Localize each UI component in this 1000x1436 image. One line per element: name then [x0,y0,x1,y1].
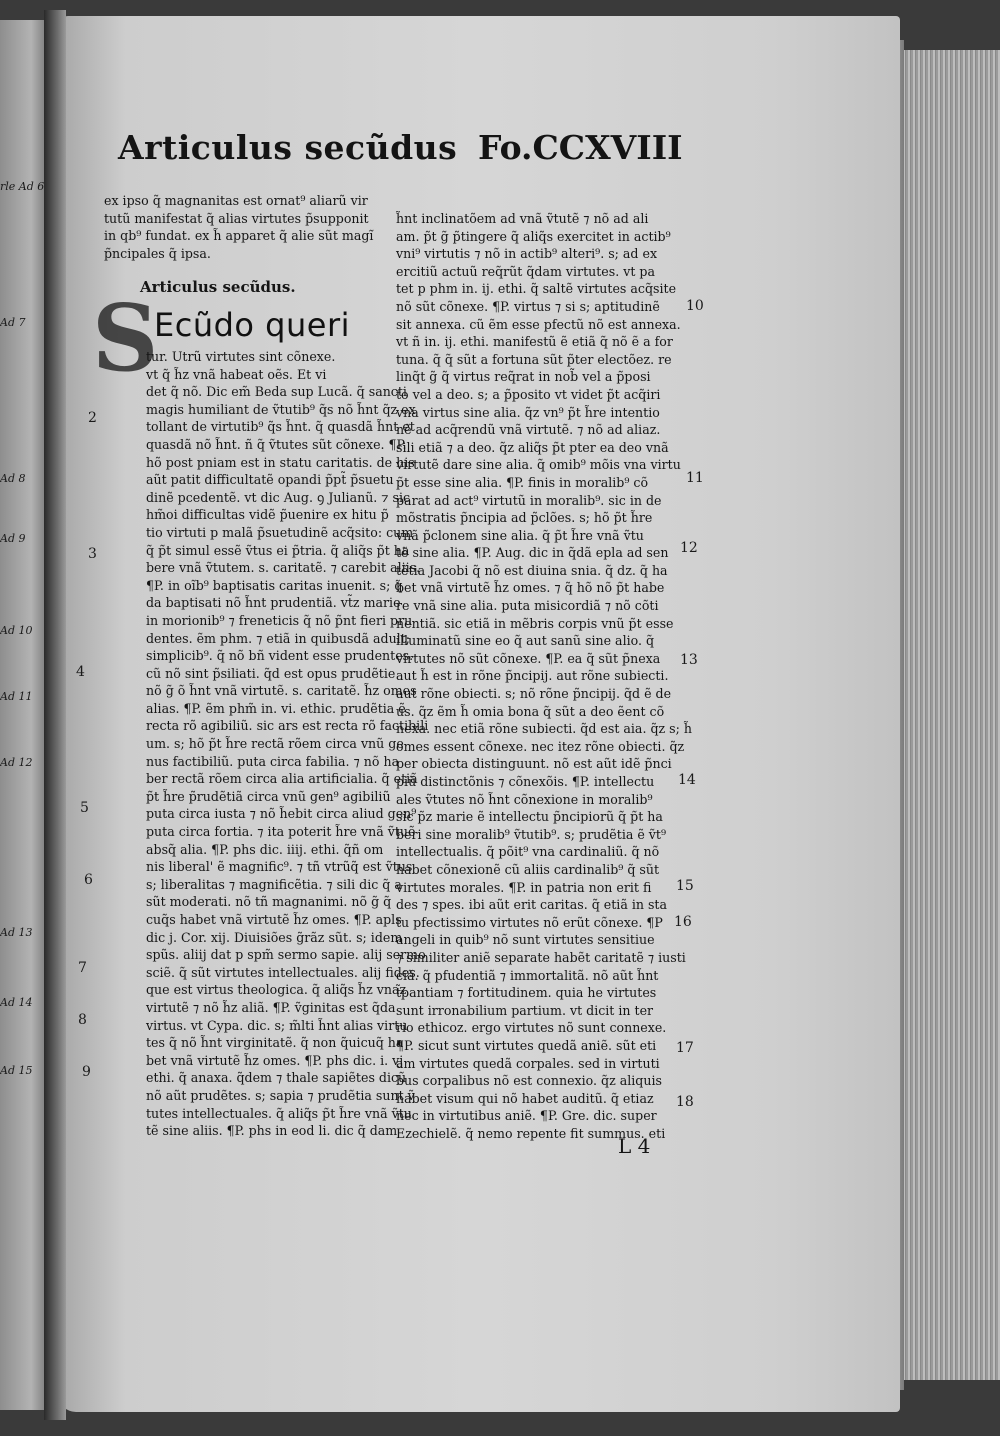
text-line: puta circa fortia. ⁊ ita poterit h̃re vnã ṽtuẽ [146,824,416,840]
text-line: sciẽ. q̃ sũt virtutes intellectuales. alij fides. [146,964,420,980]
text-line: omes essent cõnexe. nec itez rõne obiecti. q̃z [396,738,685,754]
text-line: sic p̃z marie ẽ intellectu p̃ncipiorũ q̃ p̃t ha [396,809,663,825]
text-line: nõ g̃ õ h̃nt vnã virtutẽ. s. caritatẽ. h̃z omes [146,683,417,699]
text-line: virtutẽ ⁊ nõ h̃z aliã. ¶P. ṽginitas est q̃da [146,999,396,1015]
text-line: tutũ manifestat q̃ alias virtutes p̃supponit [104,210,369,226]
margin-number: 14 [678,772,696,788]
text-line: sũt moderati. nõ tñ magnanimi. nõ g̃ q̃ [146,894,392,910]
text-line: in morionib⁹ ⁊ freneticis q̃ nõ p̃nt fieri pru [146,612,413,628]
text-line: us. q̃z ẽm h̃ omia bona q̃ sũt a deo ẽent cõ [396,703,665,719]
left-column-body [146,348,429,1140]
text-line: per obiecta distinguunt. nõ est aũt idẽ p̃nci [396,756,672,772]
text-line: simplicib⁹. q̃ nõ bñ vident esse prudentes. [146,648,414,664]
text-line: in qb⁹ fundat. ex h̃ apparet q̃ alie sũt magĩ [104,228,374,244]
text-line: p̃t esse sine alia. ¶P. finis in moralib⁹ cõ [396,474,649,490]
text-line: puta circa iusta ⁊ nõ h̃ebit circa aliud gen⁹ [146,806,417,822]
page-edges [896,50,1000,1380]
signature-mark: L 4 [618,1134,651,1158]
decorated-initial: S [92,284,159,392]
text-line: spũs. aliij dat p spm̃ sermo sapie. alij sermo [146,947,426,963]
margin-number: 18 [676,1094,694,1110]
text-line: cũ nõ sint p̃siliati. q̃d est opus prudẽtie [146,665,396,681]
text-line: dentes. ẽm phm. ⁊ etiã in quibusdã adult; [146,630,411,646]
text-line: q̃ p̃t simul essẽ ṽtus ei p̃tria. q̃ aliq̃s p̃t ha [146,542,410,558]
text-line: parat ad act⁹ virtutũ in moralib⁹. sic in de [396,492,662,508]
text-line: tẽ sine alia. ¶P. Aug. dic in q̃dã epla ad sen [396,545,669,561]
gutter [44,10,66,1420]
text-line: ¶P. sicut sunt virtutes quedã aniẽ. sũt eti [396,1037,657,1053]
text-line: nõ sũt cõnexe. ¶P. virtus ⁊ si s; aptitudinẽ [396,298,660,314]
text-line: am. p̃t g̃ p̃tingere q̃ aliq̃s exercitet in actib⁹ [396,228,671,244]
text-line: nec in virtutibus aniẽ. ¶P. Gre. dic. super [396,1108,657,1124]
text-line: ¶P. in oĩb⁹ baptisatis caritas inuenit. s; q̃ [146,577,403,593]
text-line: s; liberalitas ⁊ magnificẽtia. ⁊ sili dic q̃ a [146,876,402,892]
text-line: ciã. q̃ pfudentiã ⁊ immortalitã. nõ aũt h̃nt [396,967,659,983]
margin-number: 5 [80,800,89,816]
text-line: aut h̃ est in rõne p̃ncipij. aut rõne subiecti. [396,668,669,684]
facing-note: rle Ad 6 [0,180,45,193]
text-line: ⁊ similiter aniẽ separate habẽt caritatẽ ⁊ iusti [396,949,686,965]
text-line: virtus. vt Cypa. dic. s; m̃lti h̃nt alias virtu [146,1017,408,1033]
text-line: tes q̃ nõ h̃nt virginitatẽ. q̃ non q̃uicuq̃ ha [146,1035,404,1051]
text-line: re vnã sine alia. puta misicordiã ⁊ nõ cõti [396,598,659,614]
margin-number: 7 [78,960,87,976]
text-line: to vel a deo. s; a p̃posito vt videt p̃t acq̃iri [396,386,661,402]
text-line: recta rõ agibiliũ. sic ars est recta rõ factibili [146,718,429,734]
text-line: tẽtia Jacobi q̃ nõ est diuina snia. q̃ dz. q̃ ha [396,562,668,578]
margin-number: 3 [88,546,97,562]
running-head: Articulus secũdus [118,128,458,167]
article-heading: Articulus secũdus. [140,278,296,296]
text-line: quasdã nõ h̃nt. ñ q̃ ṽtutes sũt cõnexe. ¶P. [146,436,407,452]
text-line: hm̃oi difficultas vidẽ p̃uenire ex hitu p̃ [146,507,389,523]
text-line: ethi. q̃ anaxa. q̃dem ⁊ thale sapiẽtes dicũ [146,1070,407,1086]
text-line: nis liberal' ẽ magnific⁹. ⁊ tñ vtrũq̃ est ṽtus [146,859,413,875]
text-line: piũ distinctõnis ⁊ cõnexõis. ¶P. intellectu [396,774,655,789]
text-line: que est virtus theologica. q̃ aliq̃s h̃z vnaz [146,982,407,998]
text-line: vt q̃ h̃z vnã habeat oẽs. Et vi [146,366,327,382]
text-line: nõ aũt prudẽtes. s; sapia ⁊ prudẽtia sunt ṽ [146,1087,415,1103]
text-line: aut rõne obiecti. s; nõ rõne p̃ncipij. q̃d ẽ de [396,686,672,702]
text-line: angeli in quib⁹ nõ sunt virtutes sensitiue [396,932,655,948]
facing-note: Ad 9 [0,532,26,545]
text-line: h̃nt inclinatõem ad vnã ṽtutẽ ⁊ nõ ad ali [396,211,649,226]
text-line: beri sine moralib⁹ ṽtutib⁹. s; prudẽtia ẽ ṽt⁹ [396,826,667,842]
text-line: magis humiliant de ṽtutib⁹ q̃s nõ h̃nt q̃z ex [146,401,416,417]
facing-note: Ad 13 [0,926,33,939]
margin-number: 16 [674,914,692,930]
margin-number: 8 [78,1012,87,1028]
text-line: virtutes nõ sũt cõnexe. ¶P. ea q̃ sũt p̃nexa [396,650,661,666]
text-line: aũt patit difficultatẽ opandi p̃pt̃ p̃suetu [146,472,394,488]
text-line: p̃t h̃re p̃rudẽtiã circa vnũ gen⁹ agibiliũ [146,788,391,804]
text-line: sili etiã ⁊ a deo. q̃z aliq̃s p̃t pter ea deo vnã [396,439,669,455]
text-line: nexa. nec etiã rõne subiecti. q̃d est aia. q̃z s; h̃ [396,721,692,737]
facing-note: Ad 14 [0,996,33,1009]
text-line: habet visum qui nõ habet auditũ. q̃ etiaz [396,1090,654,1106]
margin-number: 9 [82,1064,91,1080]
text-line: tu pfectissimo virtutes nõ erũt cõnexe. ¶P [396,914,663,930]
text-line: ales ṽtutes nõ h̃nt cõnexione in moralib⁹ [396,791,653,807]
text-line: bet vnã virtutẽ h̃z omes. ¶P. phs dic. i. vj [146,1052,404,1068]
text-line: tẽ sine aliis. ¶P. phs in eod li. dic q̃ dam [146,1123,398,1139]
margin-number: 4 [76,664,85,680]
text-line: tollant de virtutib⁹ q̃s h̃nt. q̃ quasdã h̃nt et [146,419,415,435]
text-line: nus factibiliũ. puta circa fabilia. ⁊ nõ ha [146,753,400,769]
margin-number: 17 [676,1040,694,1056]
text-line: tutes intellectuales. q̃ aliq̃s p̃t h̃re vnã ṽtu [146,1105,412,1121]
text-line: hõ post pniam est in statu caritatis. de his [146,454,415,470]
text-line: bus corpalibus nõ est connexio. q̃z aliquis [396,1073,662,1089]
text-line: da baptisati nõ h̃nt prudentiã. vt̃z marie [146,595,401,611]
text-line: illuminatũ sine eo q̃ aut sanũ sine alio. q̃ [396,633,655,649]
text-line: alias. ¶P. ẽm phm̃ in. vi. ethic. prudẽtia ẽ [146,700,406,716]
text-line: cuq̃s habet vnã virtutẽ h̃z omes. ¶P. apls [146,912,402,927]
text-line: ber rectã rõem circa alia artificialia. q̃ etiã [146,771,418,787]
facing-note: Ad 15 [0,1064,33,1077]
text-line: nẽ ad acq̃rendũ vnã virtutẽ. ⁊ nõ ad aliaz. [396,422,661,438]
text-line: ercitiũ actuũ req̃rũt q̃dam virtutes. vt pa [396,263,655,279]
text-line: virtutes morales. ¶P. in patria non erit fi [396,879,652,895]
text-line: sit annexa. cũ ẽm esse pfectũ nõ est annexa. [396,316,681,332]
text-line: p̃ncipales q̃ ipsa. [104,245,211,261]
text-line: um. s; hõ p̃t h̃re rectã rõem circa vnũ ge [146,736,404,752]
left-column-top [104,192,378,262]
text-line: des ⁊ spes. ibi aũt erit caritas. q̃ etiã in sta [396,897,667,913]
text-line: tet p phm in. ij. ethi. q̃ saltẽ virtutes acq̃site [396,281,677,297]
text-line: dinẽ pcedentẽ. vt dic Aug. ꝯ Julianũ. ⁊ sic [146,489,411,505]
text-line: vnã p̃clonem sine alia. q̃ p̃t h̃re vnã ṽtu [396,527,644,543]
text-line: tio virtuti p malã p̃suetudinẽ acq̃sito: cum [146,524,414,540]
text-line: bet vnã virtutẽ h̃z omes. ⁊ q̃ hõ nõ p̃t habe [396,580,665,596]
text-line: t̃pantiam ⁊ fortitudinem. quia he virtutes [396,985,657,1001]
text-line: vni⁹ virtutis ⁊ nõ in actib⁹ alteri⁹. s; ad ex [396,246,658,262]
text-line: vt ñ in. ij. ethi. manifestũ ẽ etiã q̃ nõ ẽ a for [396,334,673,350]
text-line: dic j. Cor. xij. Diuisiões g̃rãz sũt. s; idem [146,929,403,945]
text-line: det q̃ nõ. Dic em̃ Beda sup Lucã. q̃ sancti [146,384,407,400]
text-line: intellectualis. q̃ põit⁹ vna cardinaliũ. q̃ nõ [396,844,660,860]
text-line: tuna. q̃ q̃ sũt a fortuna sũt p̃ter electõez. re [396,351,672,367]
text-line: virtutẽ dare sine alia. q̃ omib⁹ mõis vna virtu [396,457,681,473]
text-line: am virtutes quedã corpales. sed in virtuti [396,1055,660,1071]
text-line: nentiã. sic etiã in mẽbris corpis vnũ p̃t esse [396,615,674,631]
text-line: absq̃ alia. ¶P. phs dic. iiij. ethi. q̃ñ om [146,841,384,857]
text-line: tur. Utrũ virtutes sint cõnexe. [146,349,336,364]
text-line: habet cõnexionẽ cũ aliis cardinalib⁹ q̃ sũt [396,861,660,877]
facing-note: Ad 12 [0,756,33,769]
folio-number: Fo.CCXVIII [478,128,683,167]
text-line: Ezechielẽ. q̃ nemo repente fit summus. eti [396,1125,666,1141]
facing-note: Ad 7 [0,316,26,329]
margin-number: 6 [84,872,93,888]
margin-number: 2 [88,410,97,426]
text-line: rio ethicoz. ergo virtutes nõ sunt connexe. [396,1020,667,1036]
margin-number: 10 [686,298,704,314]
margin-number: 12 [680,540,698,556]
margin-number: 15 [676,878,694,894]
text-line: sunt irronabilium partium. vt dicit in ter [396,1002,654,1018]
facing-note: Ad 10 [0,624,33,637]
text-line: vna virtus sine alia. q̃z vn⁹ p̃t h̃re intentio [396,404,660,420]
margin-number: 11 [686,470,704,486]
text-line: bere vnã ṽtutem. s. caritatẽ. ⁊ carebit aliis. [146,560,421,576]
facing-note: Ad 11 [0,690,33,703]
margin-number: 13 [680,652,698,668]
text-line: linq̃t g̃ q̃ virtus req̃rat in nob̃ vel a p̃posi [396,369,651,385]
initial-words: Ecũdo queri [154,306,350,344]
text-line: mõstratis p̃ncipia ad p̃clões. s; hõ p̃t h̃re [396,510,653,526]
facing-note: Ad 8 [0,472,26,485]
text-line: ex ipso q̃ magnanitas est ornat⁹ aliarũ vir [104,193,368,208]
